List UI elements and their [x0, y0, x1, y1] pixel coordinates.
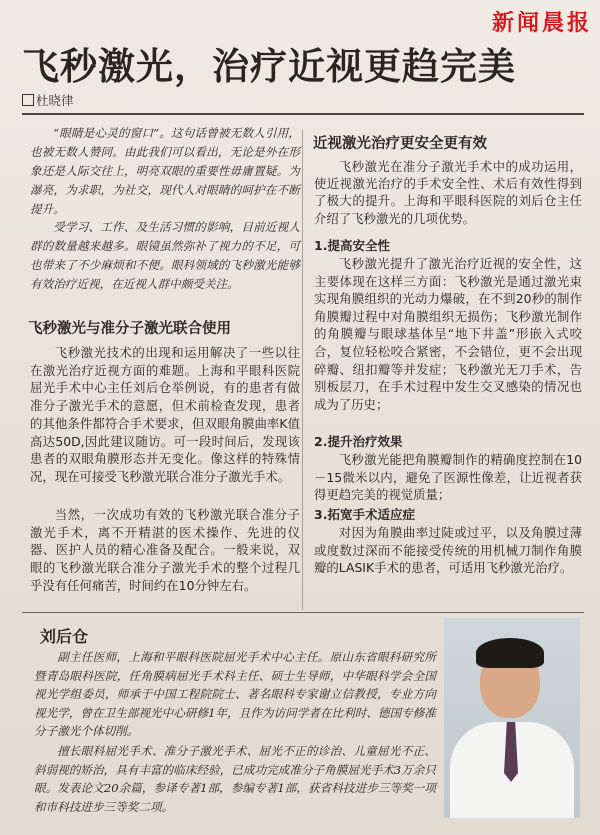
section1-paragraph-1: 飞秒激光技术的出现和运用解决了一些以往在激光治疗近视方面的难题。上海和平眼科医院屈光手术中心主任刘后仓举例说，有的患者有做准分子激光手术的意愿，但术前检查发现，患者的其他条件都符合手术要求，但双眼角膜曲率K值高达50D,因此建议随访。可一段时间后，发现该患者的双眼角膜形态并无变化。像这样的特殊情况，现在可接受飞秒激光联合准分子激光手术。	[30, 345, 300, 484]
item1-text: 飞秒激光提升了激光治疗近视的安全性，这主要体现在这样三方面：飞秒激光是通过激光束实现角膜组织的光动力爆破，在不到20秒的制作角膜瓣过程中对角膜组织无损伤；飞秒激光制作的角膜瓣与眼球基体呈“地下井盖”形嵌入式咬合，复位轻松咬合紧密，不会错位，更不会出现碎瓣、纽扣瓣等并发症；飞秒激光无刀手术，告别板层刀，在手术过程中发生交叉感染的情况也成为了历史；	[314, 256, 582, 412]
masthead: 新闻晨报	[491, 10, 592, 36]
byline-author: 杜晓律	[36, 93, 74, 108]
section1-title: 飞秒激光与准分子激光联合使用	[28, 321, 231, 337]
column-divider	[302, 130, 303, 610]
section1-paragraph-2: 当然，一次成功有效的飞秒激光联合准分子激光手术，离不开精湛的医术操作、先进的仪器、医护人员的精心准备及配合。一般来说，双眼的飞秒激光联合准分子激光手术的整个过程几乎没有任何痛苦，时间约在10分钟左右。	[30, 507, 300, 593]
item3-text: 对因为角膜曲率过陡或过平，以及角膜过薄或度数过深而不能接受传统的用机械刀制作角膜瓣的LASIK手术的患者，可适用飞秒激光治疗。	[314, 525, 582, 576]
byline-box-icon	[22, 94, 34, 106]
portrait-hair	[476, 638, 544, 668]
bio-name: 刘后仓	[40, 627, 89, 646]
bio-paragraph-2: 擅长眼科屈光手术、准分子激光手术、屈光不正的诊治、儿童屈光不正、斜弱视的矫治，具有丰富的临床经验，已成功完成准分子角膜屈光手术3万余只眼。发表论文20余篇，参译专著1部，参编专著1部，获省科技进步三等奖一项和市科技进步三等奖二项。	[34, 744, 436, 814]
headline: 飞秒激光，治疗近视更趋完美	[22, 44, 516, 88]
item3-title: 3.拓宽手术适应症	[314, 507, 415, 522]
intro-paragraph-2: 受学习、工作、及生活习惯的影响，目前近视人群的数量越来越多。眼镜虽然弥补了视力的不足，可也带来了不少麻烦和不便。眼科领域的飞秒激光能够有效治疗近视，在近视人群中颇受关注。	[30, 220, 300, 291]
bio-paragraph-1: 副主任医师，上海和平眼科医院屈光手术中心主任。原山东省眼科研究所暨青岛眼科医院，任角膜病屈光手术科主任、硕士生导师，中华眼科学会全国视光学组委员，师承于中国工程院院士、著名眼科专家谢立信教授，专业方向视光学，曾在卫生部视光中心研修1年，且作为访问学者在比利时、德国专修准分子激光个体切削。	[34, 650, 436, 739]
bio-divider	[22, 612, 584, 613]
item2-title: 2.提升治疗效果	[314, 434, 403, 449]
section2-title: 近视激光治疗更安全更有效	[313, 136, 487, 152]
doctor-portrait-photo	[444, 618, 580, 818]
byline	[22, 91, 74, 109]
intro-paragraph-1: “眼睛是心灵的窗口”。这句话曾被无数人引用，也被无数人赞同。由此我们可以看出，无论是外在形象还是人际交往上，明亮双眼的重要性毋庸置疑。为瀑亮，为求职，为社交，现代人对眼睛的呵护在不断提升。	[30, 126, 300, 216]
top-divider	[22, 113, 584, 115]
item2-text: 飞秒激光能把角膜瓣制作的精确度控制在10－15微米以内，避免了医源性像差，让近视者获得更趋完美的视觉质量；	[314, 452, 582, 503]
item1-title: 1.提高安全性	[314, 238, 390, 253]
section2-intro: 飞秒激光在准分子激光手术中的成功运用，使近视激光治疗的手术安全性、术后有效性得到了极大的提升。上海和平眼科医院的刘后仓主任介绍了飞秒激光的几项优势。	[314, 159, 582, 226]
